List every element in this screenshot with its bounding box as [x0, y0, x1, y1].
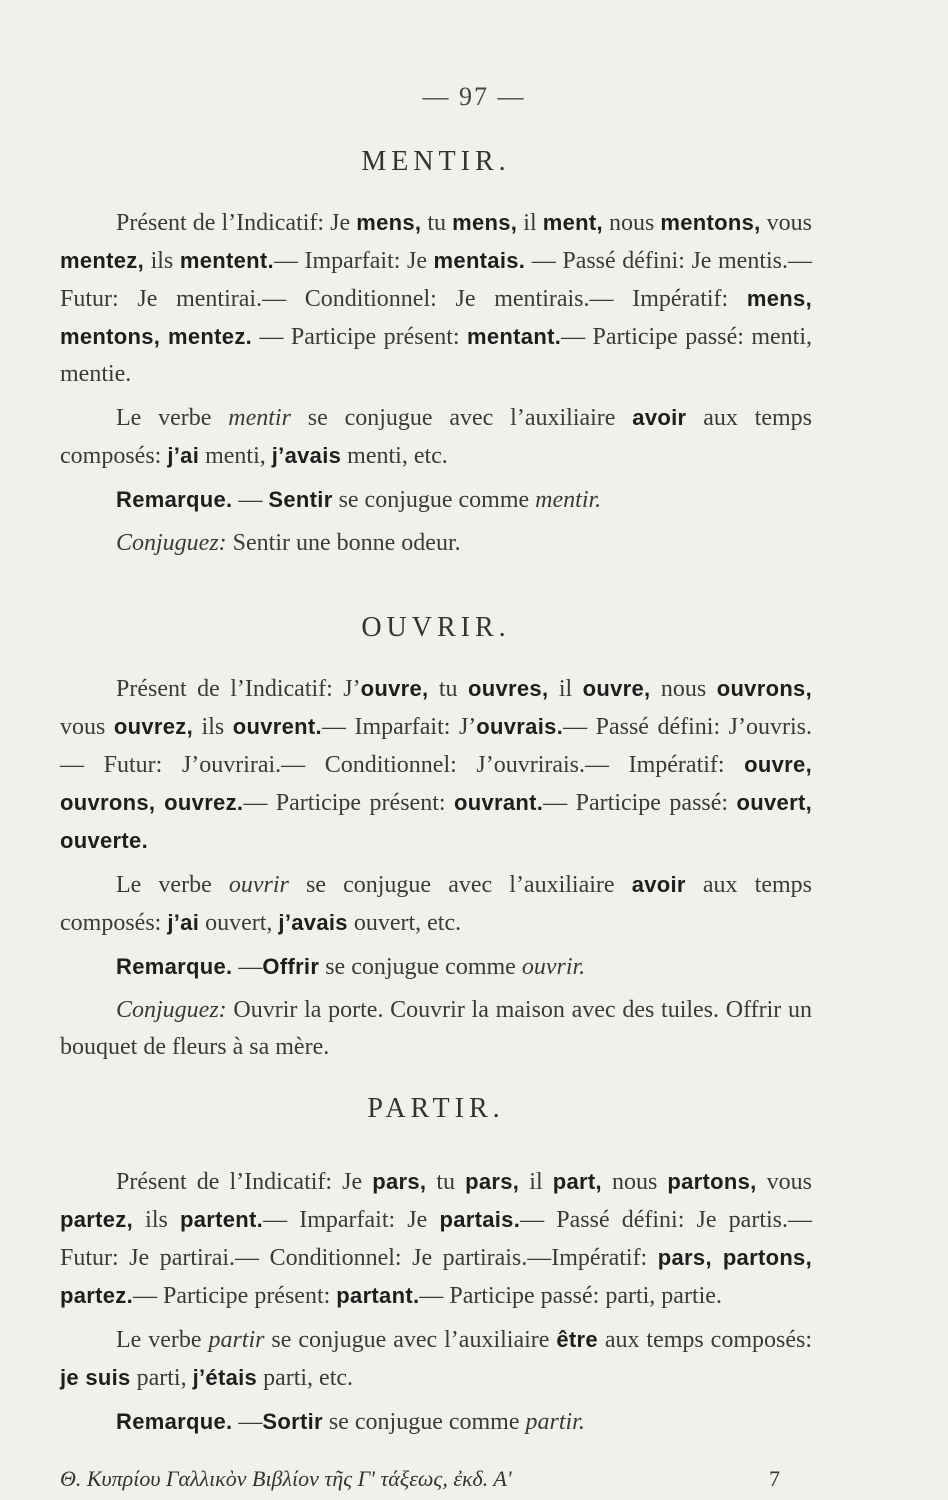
auxiliary-paragraph: Le verbe mentir se conjugue avec l’auxiliaire avoir aux temps composés: j’ai menti, j’avais menti, etc.: [60, 405, 813, 469]
section-partir: [60, 1093, 812, 1441]
conjuguez-paragraph: Conjuguez: Sentir une bonne odeur.: [116, 530, 461, 556]
conjugation-paragraph: Présent de l’Indicatif: J’ouvre, tu ouvres, il ouvre, nous ouvrons, vous ouvrez, ils ouvrent.— Imparfait: J’ouvrais.— Passé défini: J’ouvris.— Futur: J’ouvrirai.— Conditionnel: J’ouvrirais.— Impératif: ouvre, ouvrons, ouvrez.— Participe présent: ouvrant.— Participe passé: ouvert, ouverte.: [60, 676, 813, 853]
auxiliary-paragraph: Le verbe partir se conjugue avec l’auxiliaire être aux temps composés: je suis parti, j’étais parti, etc.: [60, 1327, 812, 1391]
conjugation-paragraph: Présent de l’Indicatif: Je pars, tu pars, il part, nous partons, vous partez, ils partent.— Imparfait: Je partais.— Passé défini: Je partis.— Futur: Je partirai.— Conditionnel: Je partirais.—Impératif: pars, partons, partez.— Participe présent: partant.— Participe passé: parti, partie.: [60, 1169, 813, 1309]
auxiliary-paragraph: Le verbe ouvrir se conjugue avec l’auxiliaire avoir aux temps composés: j’ai ouvert, j’avais ouvert, etc.: [60, 872, 813, 936]
footer: [60, 1466, 780, 1492]
signature-number: 7: [769, 1466, 780, 1491]
remarque-paragraph: Remarque. —Offrir se conjugue comme ouvrir.: [116, 954, 586, 980]
section-title: MENTIR.: [361, 146, 511, 177]
section-title: OUVRIR.: [361, 612, 511, 643]
section-ouvrir: [60, 612, 812, 1066]
footer-text: Θ. Κυπρίου Γαλλικὸν Βιβλίον τῆς Γ' τάξεως, ἐκδ. Α': [60, 1466, 512, 1491]
remarque-paragraph: Remarque. —Sortir se conjugue comme partir.: [116, 1409, 585, 1435]
conjuguez-paragraph: Conjuguez: Ouvrir la porte. Couvrir la maison avec des tuiles. Offrir un bouquet de fleurs à sa mère.: [60, 997, 812, 1060]
page-number: — 97 —: [422, 82, 526, 111]
section-title: PARTIR.: [367, 1093, 505, 1124]
section-mentir: [60, 146, 812, 562]
remarque-paragraph: Remarque. — Sentir se conjugue comme mentir.: [116, 487, 602, 513]
conjugation-paragraph: Présent de l’Indicatif: Je mens, tu mens, il ment, nous mentons, vous mentez, ils mentent.— Imparfait: Je mentais. — Passé défini: Je mentis.— Futur: Je mentirai.— Conditionnel: Je mentirais.— Impératif: mens, mentons, mentez. — Participe présent: mentant.— Participe passé: menti, mentie.: [60, 210, 813, 387]
